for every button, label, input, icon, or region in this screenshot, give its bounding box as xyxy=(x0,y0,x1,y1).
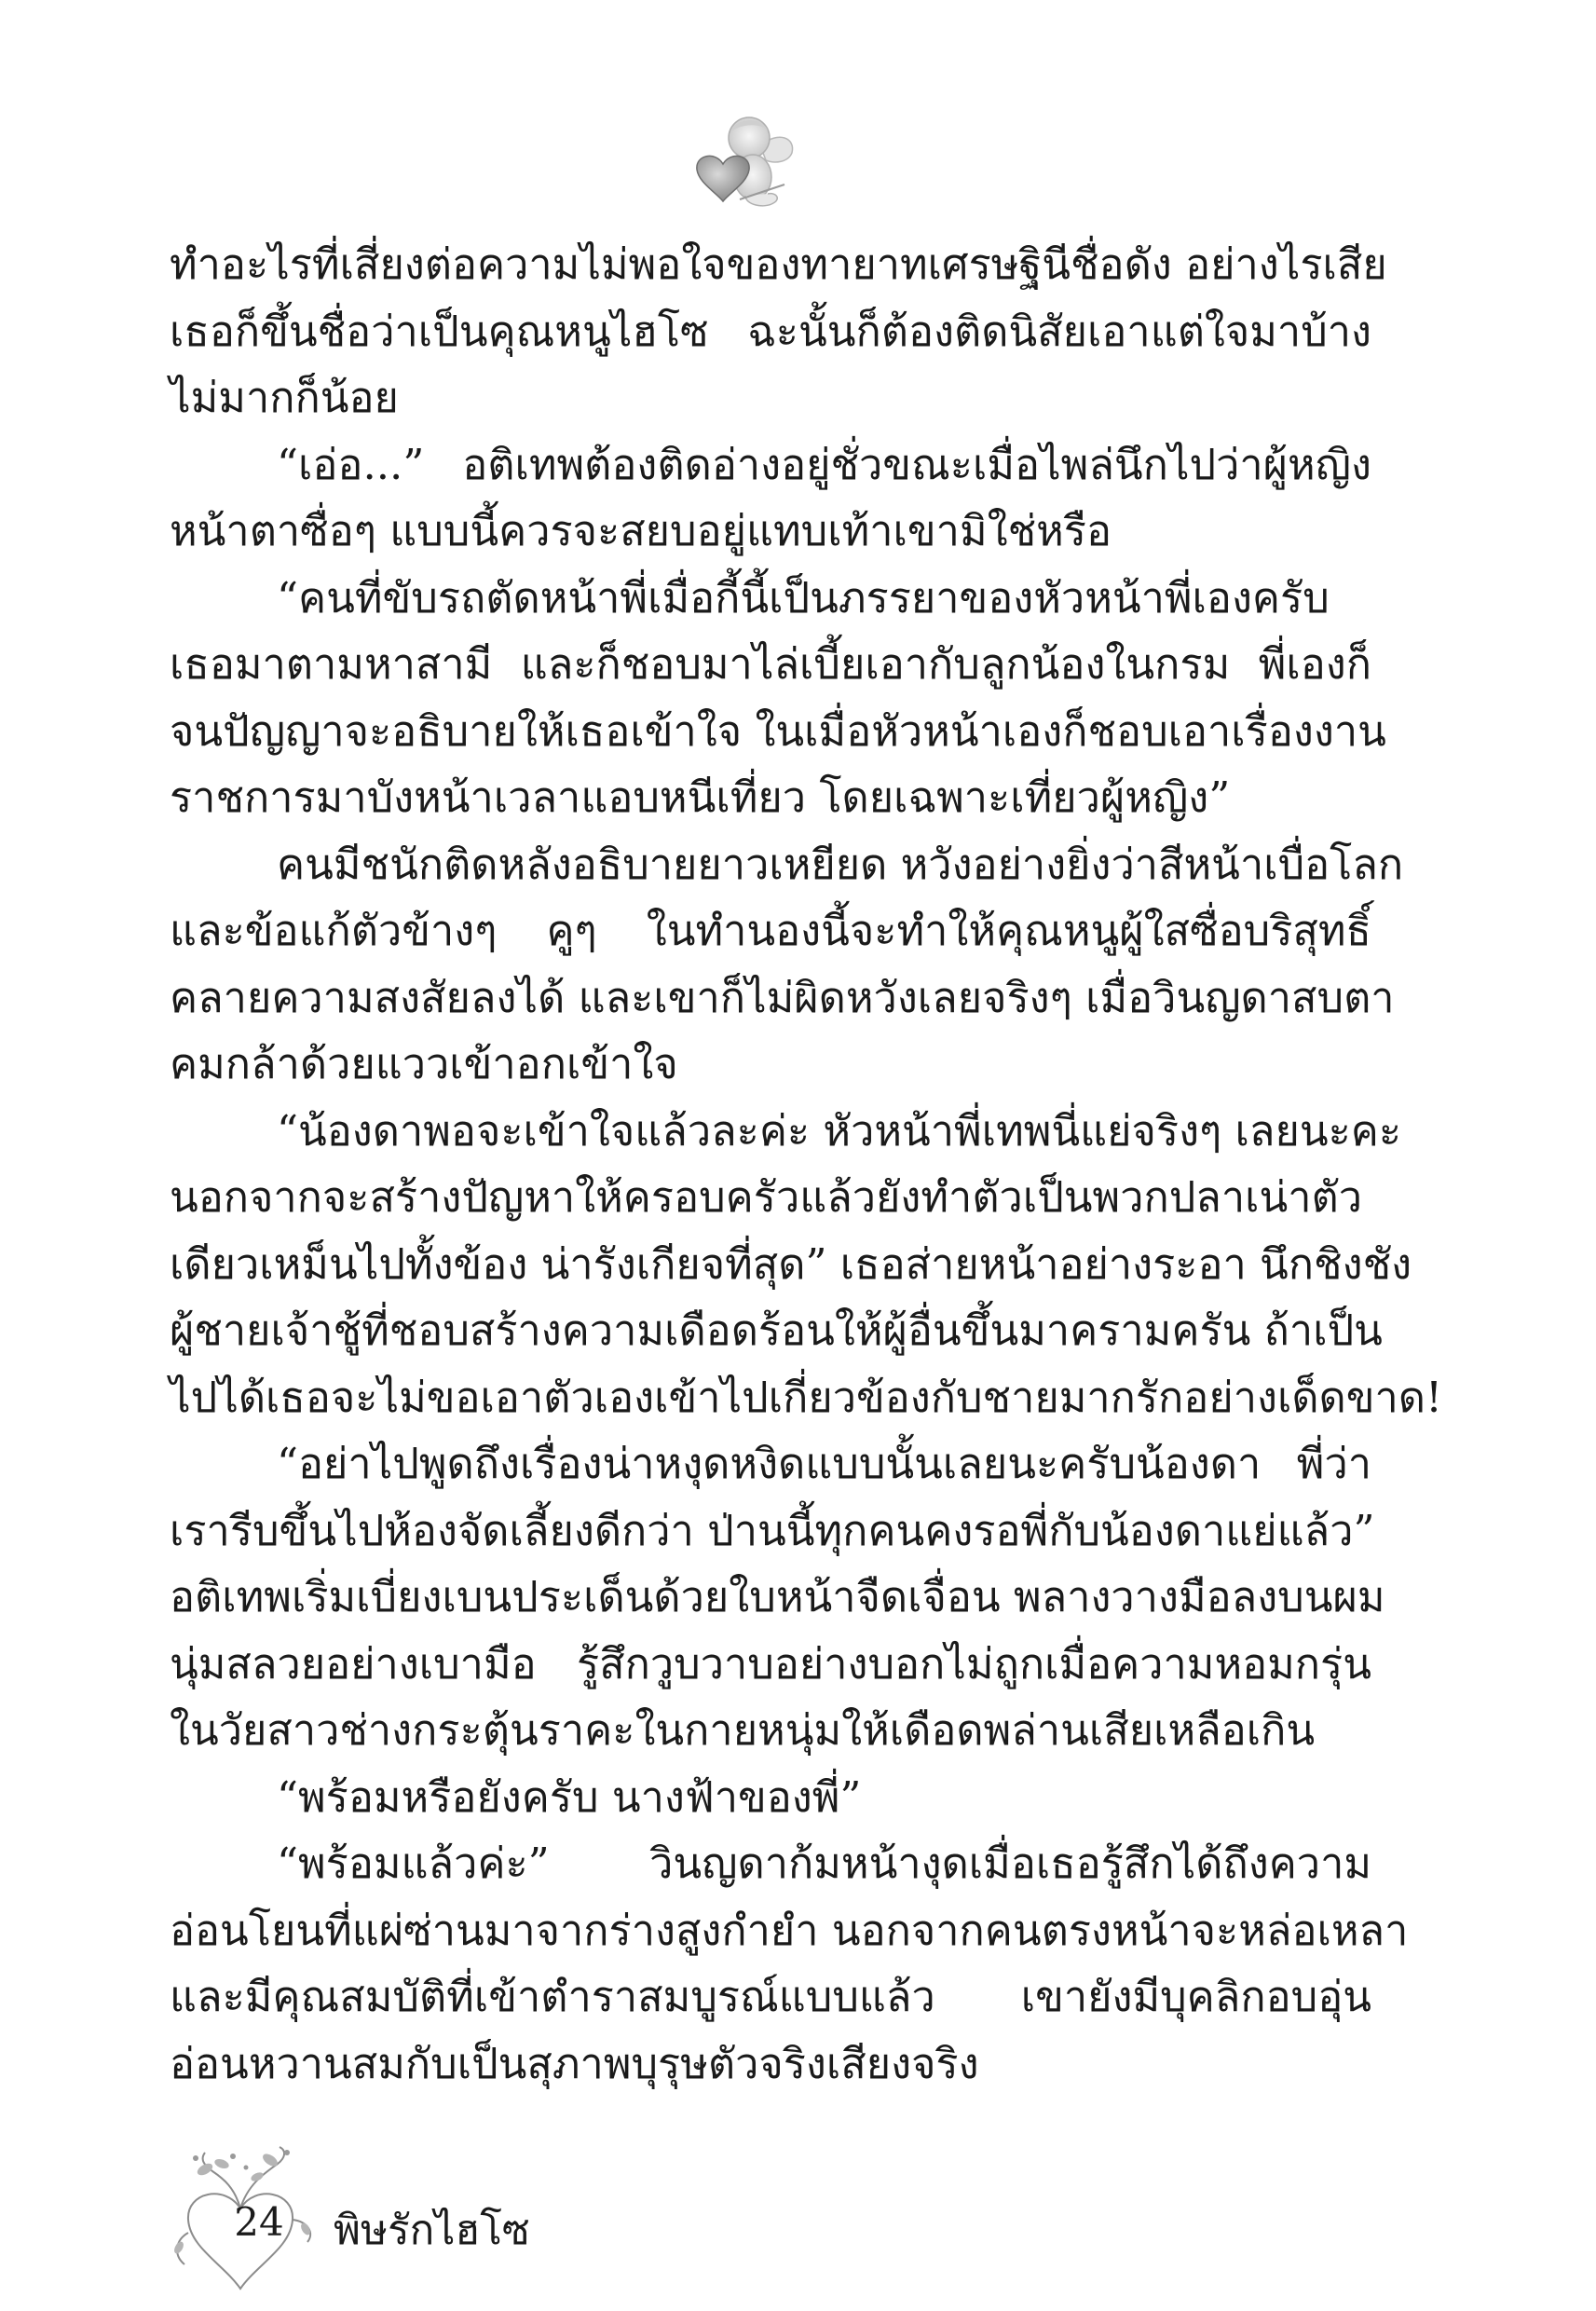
body-text xyxy=(170,231,1443,2097)
text-line: และมีคุณสมบัติที่เข้าตำราสมบูรณ์แบบแล้ว เขายังมีบุคลิกอบอุ่น xyxy=(170,1972,1371,2021)
text-line: หน้าตาซื่อๆ แบบนี้ควรจะสยบอยู่แทบเท้าเขามิใช่หรือ xyxy=(170,506,1112,555)
text-line: “พร้อมหรือยังครับ นางฟ้าของพี่” xyxy=(277,1771,862,1822)
book-title: พิษรักไฮโซ xyxy=(334,2207,530,2254)
text-line: และข้อแก้ตัวข้างๆ คูๆ ในทำนองนี้จะทำให้คุณหนูผู้ใสซื่อบริสุทธิ์ xyxy=(170,906,1371,955)
text-line: ในวัยสาวช่างกระตุ้นราคะในกายหนุ่มให้เดือดพล่านเสียเหลือเกิน xyxy=(170,1705,1316,1755)
text-line: “คนที่ขับรถตัดหน้าพี่เมื่อกี้นี้เป็นภรรยาของหัวหน้าพี่เองครับ xyxy=(277,572,1330,622)
text-line: ทำอะไรที่เสี่ยงต่อความไม่พอใจของทายาทเศรษฐินีชื่อดัง อย่างไรเสีย xyxy=(170,239,1387,289)
text-line: ราชการมาบังหน้าเวลาแอบหนีเที่ยว โดยเฉพาะเที่ยวผู้หญิง” xyxy=(170,773,1231,822)
text-line: “น้องดาพอจะเข้าใจแล้วละค่ะ หัวหน้าพี่เทพนี่แย่จริงๆ เลยนะคะ xyxy=(277,1105,1402,1156)
text-line: คนมีชนักติดหลังอธิบายยาวเหยียด หวังอย่างยิ่งว่าสีหน้าเบื่อโลก xyxy=(277,839,1404,889)
text-line: “อย่าไปพูดถึงเรื่องน่าหงุดหงิดแบบนั้นเลยนะครับน้องดา พี่ว่า xyxy=(277,1439,1371,1488)
text-line: “เอ่อ...” อติเทพต้องติดอ่างอยู่ชั่วขณะเมื่อไพล่นึกไปว่าผู้หญิง xyxy=(277,439,1371,489)
text-line: จนปัญญาจะอธิบายให้เธอเข้าใจ ในเมื่อหัวหน้าเองก็ชอบเอาเรื่องงาน xyxy=(170,705,1386,756)
text-line: เดียวเหม็นไปทั้งข้อง น่ารังเกียจที่สุด” เธอส่ายหน้าอย่างระอา นึกชิงชัง xyxy=(170,1238,1412,1289)
text-line: คมกล้าด้วยแววเข้าอกเข้าใจ xyxy=(170,1039,678,1088)
text-line: เธอมาตามหาสามี และก็ชอบมาไล่เบี้ยเอากับลูกน้องในกรม พี่เองก็ xyxy=(170,639,1371,689)
page-footer xyxy=(168,2143,727,2302)
text-line: “พร้อมแล้วค่ะ” วินญดาก้มหน้างุดเมื่อเธอรู้สึกได้ถึงความ xyxy=(277,1839,1371,1888)
text-line: คลายความสงสัยลงได้ และเขาก็ไม่ผิดหวังเลยจริงๆ เมื่อวินญดาสบตา xyxy=(170,972,1395,1022)
text-line: อติเทพเริ่มเบี่ยงเบนประเด็นด้วยใบหน้าจืดเจื่อน พลางวางมือลงบนผม xyxy=(170,1572,1385,1621)
text-line: ผู้ชายเจ้าชู้ที่ชอบสร้างความเดือดร้อนให้ผู้อื่นขึ้นมาครามครัน ถ้าเป็น xyxy=(170,1306,1383,1355)
text-line: เธอก็ขึ้นชื่อว่าเป็นคุณหนูไฮโซ ฉะนั้นก็ต้องติดนิสัยเอาแต่ใจมาบ้าง xyxy=(170,306,1371,356)
text-line: ไปได้เธอจะไม่ขอเอาตัวเองเข้าไปเกี่ยวข้องกับชายมากรักอย่างเด็ดขาด! xyxy=(170,1372,1443,1422)
text-line: ไม่มากก็น้อย xyxy=(170,373,399,422)
text-line: เรารีบขึ้นไปห้องจัดเลี้ยงดีกว่า ป่านนี้ทุกคนคงรอพี่กับน้องดาแย่แล้ว” xyxy=(170,1505,1375,1555)
cupid-with-heart-icon xyxy=(688,110,799,212)
text-line: อ่อนโยนที่แผ่ซ่านมาจากร่างสูงกำยำ นอกจากคนตรงหน้าจะหล่อเหลา xyxy=(170,1905,1409,1955)
page-number: 24 xyxy=(234,2199,284,2245)
text-line: อ่อนหวานสมกับเป็นสุภาพบุรุษตัวจริงเสียงจริง xyxy=(170,2038,979,2088)
text-line: นุ่มสลวยอย่างเบามือ รู้สึกวูบวาบอย่างบอกไม่ถูกเมื่อความหอมกรุ่น xyxy=(170,1638,1371,1689)
text-line: นอกจากจะสร้างปัญหาให้ครอบครัวแล้วยังทำตัวเป็นพวกปลาเน่าตัว xyxy=(170,1172,1363,1222)
